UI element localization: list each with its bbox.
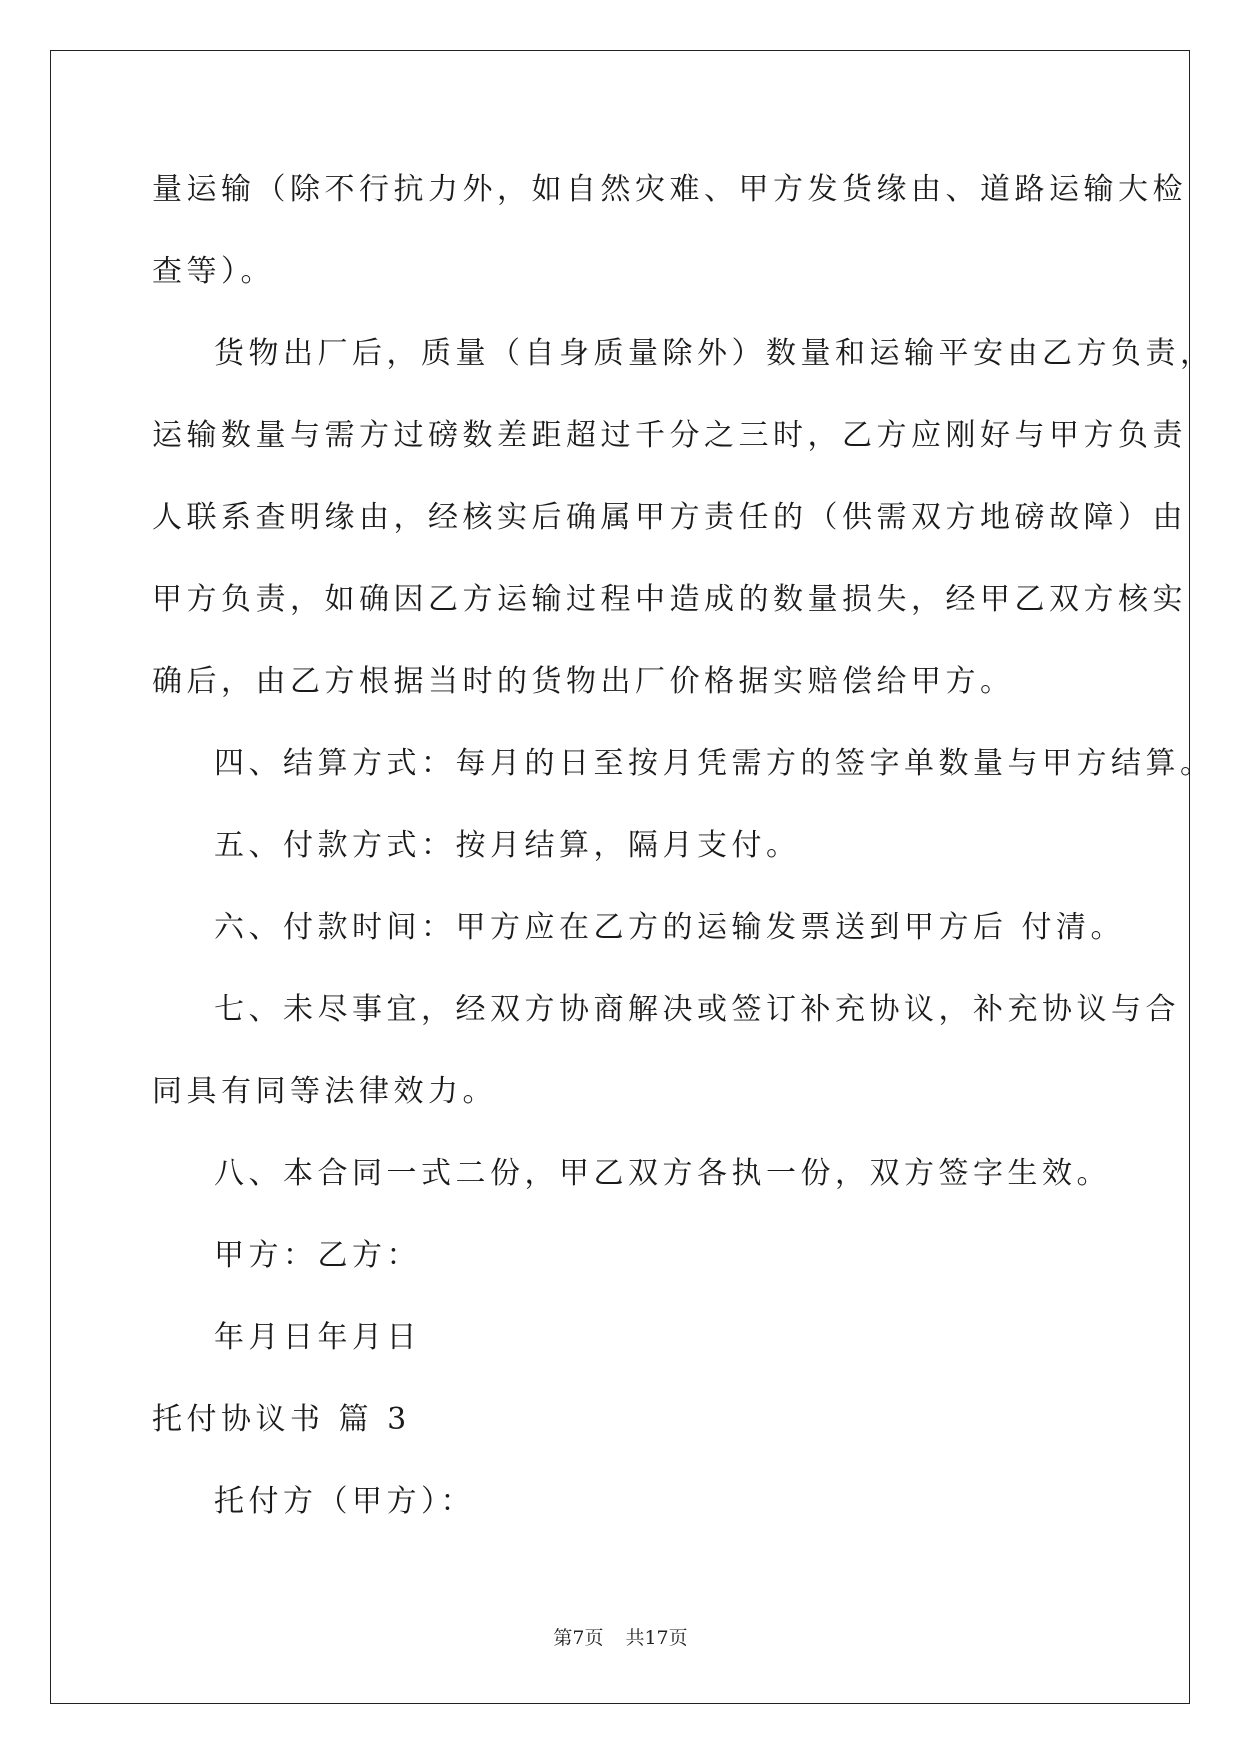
page-total: 共17页 <box>625 1627 688 1649</box>
clause-settlement: 四、结算方式：每月的日至按月凭需方的签字单数量与甲方结算。 <box>214 746 1215 781</box>
paragraph-line: 货物出厂后，质量（自身质量除外）数量和运输平安由乙方负责， <box>214 336 1215 371</box>
clause-payment-time: 六、付款时间：甲方应在乙方的运输发票送到甲方后 付清。 <box>214 910 1126 945</box>
paragraph-line: 量运输（除不行抗力外，如自然灾难、甲方发货缘由、道路运输大检 <box>152 172 1187 207</box>
paragraph-line: 确后，由乙方根据当时的货物出厂价格据实赔偿给甲方。 <box>152 664 1015 699</box>
paragraph-line: 甲方负责，如确因乙方运输过程中造成的数量损失，经甲乙双方核实 <box>152 582 1187 617</box>
paragraph-line: 运输数量与需方过磅数差距超过千分之三时，乙方应刚好与甲方负责 <box>152 418 1187 453</box>
page-footer <box>0 1626 1241 1650</box>
clause-copies: 八、本合同一式二份，甲乙双方各执一份，双方签字生效。 <box>214 1156 1111 1191</box>
signature-dates: 年月日年月日 <box>214 1320 421 1355</box>
page-frame <box>50 50 1190 1704</box>
signature-parties: 甲方：乙方： <box>214 1238 421 1273</box>
section-heading: 托付协议书 篇 3 <box>152 1402 411 1437</box>
page-number: 第7页 <box>553 1627 604 1649</box>
clause-other-matters: 七、未尽事宜，经双方协商解决或签订补充协议，补充协议与合 <box>214 992 1180 1027</box>
clause-payment-method: 五、付款方式：按月结算，隔月支付。 <box>214 828 801 863</box>
paragraph-line: 查等）。 <box>152 254 275 289</box>
paragraph-line: 托付方（甲方）： <box>214 1484 475 1519</box>
paragraph-line: 同具有同等法律效力。 <box>152 1074 497 1109</box>
paragraph-line: 人联系查明缘由，经核实后确属甲方责任的（供需双方地磅故障）由 <box>152 500 1187 535</box>
